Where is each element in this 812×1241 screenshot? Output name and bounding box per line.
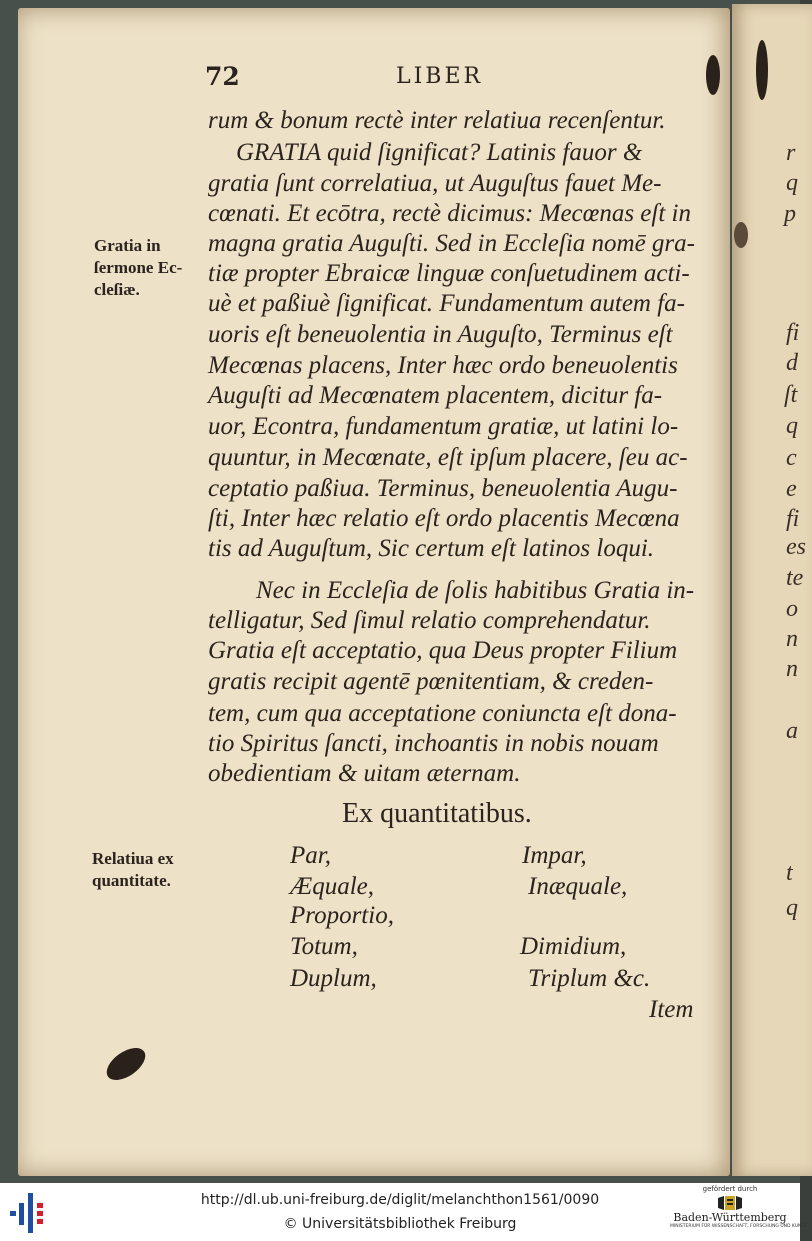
- list-item-left: Proportio,: [290, 902, 394, 929]
- running-head: LIBER: [396, 64, 484, 89]
- next-page-letter: n: [786, 626, 798, 652]
- sponsor-ministry: MINISTERIUM FÜR WISSENSCHAFT, FORSCHUNG UND KUNST: [670, 1224, 807, 1229]
- list-item-right: Dimidium,: [520, 933, 627, 960]
- next-page-letter: q: [786, 413, 798, 439]
- next-page-letter: p: [784, 201, 796, 227]
- next-page-letter: a: [786, 718, 798, 744]
- text-line: uor, Econtra, fundamentum gratiæ, ut latini lo-: [208, 413, 679, 440]
- next-page-letter: t: [786, 860, 793, 886]
- list-item-left: Æquale,: [290, 873, 375, 900]
- text-line: uoris eſt beneuolentia in Auguſto, Terminus eſt: [208, 321, 673, 348]
- list-item-left: Totum,: [290, 933, 358, 960]
- page-number: 72: [205, 62, 240, 91]
- text-line: Nec in Eccleſia de ſolis habitibus Gratia in-: [256, 577, 695, 604]
- text-line: rum & bonum rectè inter relatiua recenſentur.: [208, 107, 666, 134]
- next-page-letter: r: [786, 140, 796, 166]
- next-page-letter: ſt: [784, 382, 798, 408]
- margin-note-line: cleſiæ.: [94, 280, 140, 299]
- text-line: GRATIA quid ſignificat? Latinis fauor &: [236, 139, 643, 166]
- sponsor-caption: gefördert durch: [702, 1185, 758, 1193]
- margin-note-line: ſermone Ec-: [94, 258, 183, 277]
- sponsor-name: Baden-Württemberg: [673, 1211, 787, 1224]
- next-page-letter: es: [786, 534, 806, 560]
- section-heading: Ex quantitatibus.: [342, 798, 532, 829]
- text-line: telligatur, Sed ſimul relatio comprehendatur.: [208, 607, 651, 634]
- margin-note-line: Gratia in: [94, 236, 161, 255]
- list-item-left: Par,: [290, 842, 331, 869]
- next-page-letter: c: [786, 445, 797, 471]
- text-line: cœnati. Et ecōtra, rectè dicimus: Mecœnas eſt in: [208, 200, 691, 227]
- text-line: ceptatio paßiua. Terminus, beneuolentia Augu-: [208, 475, 678, 502]
- sponsor-block: [670, 1185, 807, 1239]
- next-page-letter: d: [786, 350, 798, 376]
- text-line: Gratia eſt acceptatio, qua Deus propter Filium: [208, 637, 678, 664]
- margin-note-line: quantitate.: [92, 871, 171, 890]
- next-page-letter: fi: [786, 506, 800, 532]
- next-page-letter: q: [786, 895, 798, 921]
- text-line: tiæ propter Ebraicæ linguæ conſuetudinem acti-: [208, 260, 690, 287]
- margin-note-line: Relatiua ex: [92, 849, 174, 868]
- footer-bar: [0, 1183, 807, 1241]
- text-line: obedientiam & uitam æternam.: [208, 760, 521, 787]
- text-line: tio Spiritus ſancti, inchoantis in nobis nouam: [208, 730, 659, 757]
- margin-note: [92, 848, 174, 892]
- ink-stain: [756, 40, 768, 100]
- list-item-right: Triplum &c.: [528, 965, 651, 992]
- list-item-left: Duplum,: [290, 965, 377, 992]
- text-line: Mecœnas placens, Inter hæc ordo beneuolentis: [208, 352, 678, 379]
- list-item-right: Inæquale,: [528, 873, 628, 900]
- text-line: Auguſti ad Mecœnatem placentem, dicitur fa-: [208, 382, 663, 409]
- catchword: Item: [649, 996, 694, 1023]
- copyright-text: © Universitätsbibliothek Freiburg: [283, 1216, 517, 1232]
- coat-of-arms-icon: [716, 1194, 744, 1212]
- ink-stain: [734, 222, 748, 248]
- next-page-letter: q: [786, 170, 798, 196]
- next-page-letter: n: [786, 656, 798, 682]
- text-line: gratis recipit agentē pœnitentiam, & creden-: [208, 668, 654, 695]
- text-line: ſti, Inter hæc relatio eſt ordo placentis Mecœna: [208, 505, 680, 532]
- text-line: tis ad Auguſtum, Sic certum eſt latinos loqui.: [208, 535, 655, 562]
- text-line: gratia ſunt correlatiua, ut Auguſtus fauet Me-: [208, 170, 662, 197]
- next-page-letter: fi: [786, 320, 800, 346]
- text-line: magna gratia Auguſti. Sed in Eccleſia nomē gra-: [208, 230, 695, 257]
- list-item-right: Impar,: [522, 842, 587, 869]
- next-page-letter: o: [786, 596, 798, 622]
- next-page-letter: e: [786, 476, 797, 502]
- text-line: tem, cum qua acceptatione coniuncta eſt dona-: [208, 700, 677, 727]
- margin-note: [94, 235, 182, 301]
- text-line: quuntur, in Mecœnate, eſt ipſum placere, ſeu ac-: [208, 444, 688, 471]
- text-line: uè et paßiuè ſignificat. Fundamentum autem fa-: [208, 290, 685, 317]
- permalink-url[interactable]: http://dl.ub.uni-freiburg.de/diglit/melanchthon1561/0090: [200, 1192, 600, 1208]
- next-page-letter: te: [786, 565, 804, 591]
- ink-stain: [706, 55, 720, 95]
